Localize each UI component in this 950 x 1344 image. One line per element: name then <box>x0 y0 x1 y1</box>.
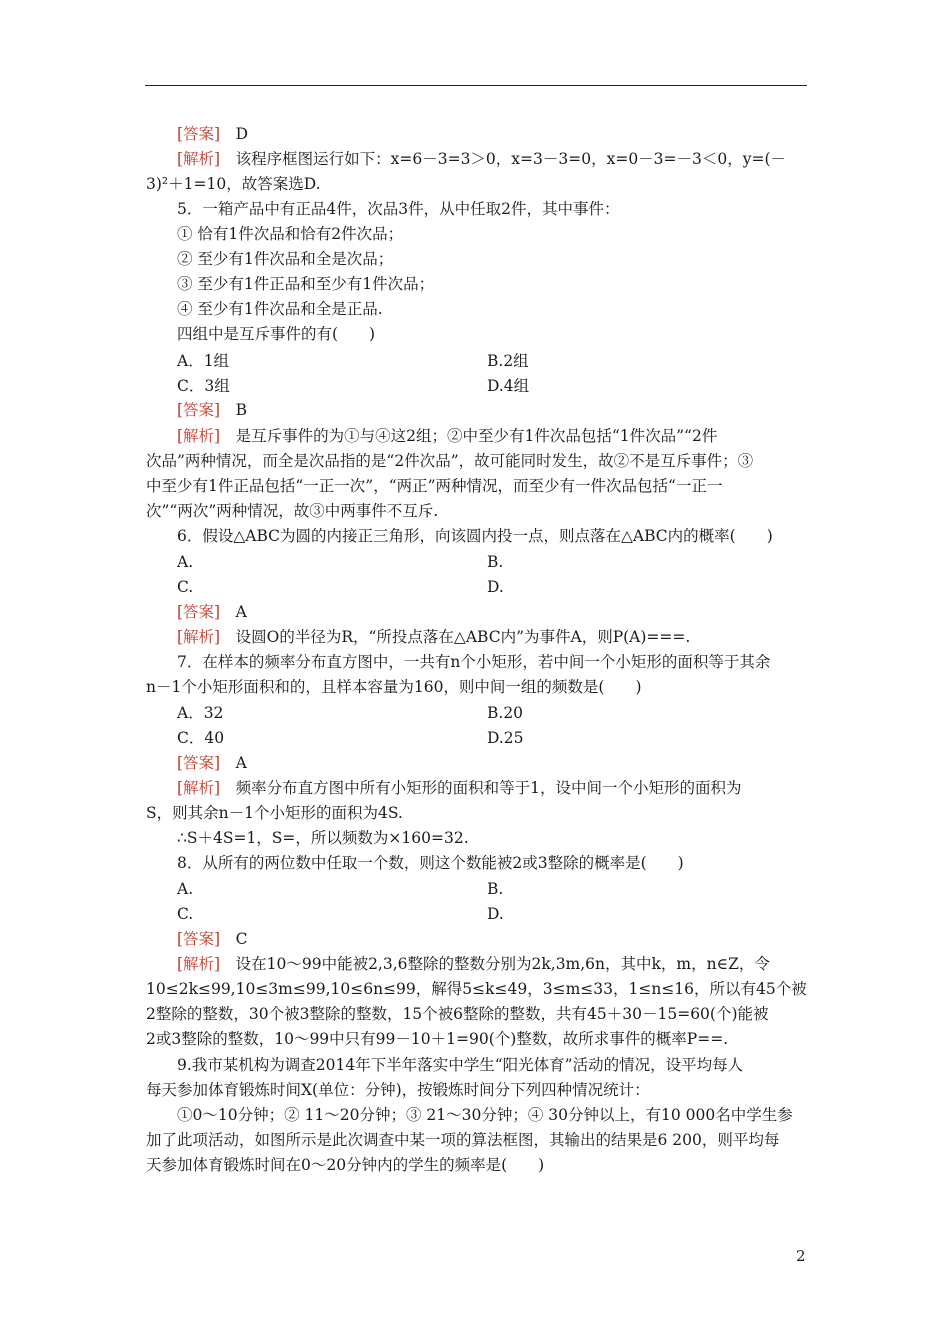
q5-answer: B <box>235 401 248 419</box>
analysis-tag: [解析] <box>177 628 221 646</box>
q5-analysis-cont: 次”“两次”两种情况，故③中两事件不互斥. <box>146 502 439 520</box>
answer-tag: [答案] <box>177 603 221 621</box>
q8-analysis-cont: 2或3整除的整数，10～99中只有99－10＋1=90(个)整数，故所求事件的概率P==. <box>146 1030 729 1048</box>
q9-stem-cont: 每天参加体育锻炼时间X(单位：分钟)，按锻炼时间分下列四种情况统计： <box>146 1081 650 1099</box>
q9-stem: 9.我市某机构为调查2014年下半年落实中学生“阳光体育”活动的情况，设平均每人 <box>177 1056 744 1074</box>
q7-analysis-cont: ∴S＋4S=1，S=，所以频数为×160=32. <box>177 829 469 847</box>
q5-analysis-cont: 中至少有1件正品包括“一正一次”，“两正”两种情况，而至少有一件次品包括“一正一 <box>146 477 723 495</box>
q6-stem: 6．假设△ABC为圆的内接正三角形，向该圆内投一点，则点落在△ABC内的概率( ) <box>177 527 773 545</box>
q7-stem-cont: n－1个小矩形面积和的，且样本容量为160，则中间一组的频数是( ) <box>146 678 642 696</box>
q7-option-c: C．40 <box>177 729 225 747</box>
q6-answer: A <box>235 603 247 621</box>
answer-tag: [答案] <box>177 930 221 948</box>
q8-option-b: B. <box>487 880 504 898</box>
analysis-tag: [解析] <box>177 779 221 797</box>
q8-analysis-cont: 2整除的整数，30个被3整除的整数，15个被6整除的整数，共有45＋30－15=60(个)能被 <box>146 1005 769 1023</box>
analysis-tag: [解析] <box>177 955 221 973</box>
q7-option-a: A．32 <box>177 704 224 722</box>
q7-analysis-line <box>177 778 742 798</box>
q8-answer-line <box>177 929 248 949</box>
q7-stem: 7．在样本的频率分布直方图中，一共有n个小矩形，若中间一个小矩形的面积等于其余 <box>177 653 771 671</box>
q4-analysis-cont: 3)²＋1=10，故答案选D. <box>146 175 321 193</box>
q4-answer: D <box>235 125 249 143</box>
q7-answer-line <box>177 753 247 773</box>
q6-option-c: C. <box>177 578 194 596</box>
q5-stem: 5．一箱产品中有正品4件，次品3件，从中任取2件，其中事件： <box>177 200 620 218</box>
q7-option-d: D.25 <box>487 729 524 747</box>
analysis-tag: [解析] <box>177 150 221 168</box>
q5-item: ② 至少有1件次品和全是次品； <box>177 250 394 268</box>
q8-option-a: A. <box>177 880 194 898</box>
q5-option-d: D.4组 <box>487 377 530 395</box>
q4-answer-line <box>177 124 248 144</box>
q8-option-d: D. <box>487 905 504 923</box>
answer-tag: [答案] <box>177 754 221 772</box>
q5-analysis-text: 是互斥事件的为①与④这2组；②中至少有1件次品包括“1件次品”“2件 <box>235 427 718 445</box>
q5-answer-line <box>177 400 247 420</box>
analysis-tag: [解析] <box>177 427 221 445</box>
q5-item: ④ 至少有1件次品和全是正品. <box>177 300 383 318</box>
q5-analysis-cont: 次品”两种情况，而全是次品指的是“2件次品”，故可能同时发生，故②不是互斥事件；③ <box>146 452 754 470</box>
q6-option-d: D. <box>487 578 504 596</box>
q4-analysis-text: 该程序框图运行如下：x=6－3=3＞0，x=3－3=0，x=0－3=－3＜0，y=(－ <box>235 150 787 168</box>
q4-analysis-line <box>177 149 786 169</box>
page-number: 2 <box>796 1247 806 1265</box>
q7-analysis-text: 频率分布直方图中所有小矩形的面积和等于1，设中间一个小矩形的面积为 <box>235 779 742 797</box>
q6-option-a: A. <box>177 553 194 571</box>
q5-analysis-line <box>177 426 717 446</box>
q5-question: 四组中是互斥事件的有( ) <box>177 325 376 343</box>
q7-option-b: B.20 <box>487 704 524 722</box>
q9-stem-cont: ①0～10分钟；② 11～20分钟；③ 21～30分钟；④ 30分钟以上，有10 000名中学生参 <box>177 1106 793 1124</box>
q8-option-c: C. <box>177 905 194 923</box>
q8-analysis-cont: 10≤2k≤99,10≤3m≤99,10≤6n≤99，解得5≤k≤49，3≤m≤33，1≤n≤16，所以有45个被 <box>146 980 807 998</box>
q9-stem-cont: 加了此项活动，如图所示是此次调查中某一项的算法框图，其输出的结果是6 200，则平均每 <box>146 1131 780 1149</box>
q6-analysis-text: 设圆O的半径为R，“所投点落在△ABC内”为事件A，则P(A)===. <box>235 628 691 646</box>
q5-option-c: C．3组 <box>177 377 230 395</box>
q6-option-b: B. <box>487 553 504 571</box>
q8-stem: 8．从所有的两位数中任取一个数，则这个数能被2或3整除的概率是( ) <box>177 854 684 872</box>
q6-analysis-line <box>177 627 690 647</box>
q9-stem-cont: 天参加体育锻炼时间在0～20分钟内的学生的频率是( ) <box>146 1156 545 1174</box>
q5-option-b: B.2组 <box>487 352 529 370</box>
header-rule <box>145 85 807 86</box>
q5-item: ③ 至少有1件正品和至少有1件次品； <box>177 275 435 293</box>
q8-answer: C <box>235 930 248 948</box>
q7-answer: A <box>235 754 247 772</box>
answer-tag: [答案] <box>177 125 221 143</box>
q8-analysis-text: 设在10～99中能被2,3,6整除的整数分别为2k,3m,6n，其中k，m，n∈Z，令 <box>235 955 770 973</box>
q5-item: ① 恰有1件次品和恰有2件次品； <box>177 225 404 243</box>
q8-analysis-line <box>177 954 770 974</box>
q5-option-a: A．1组 <box>177 352 230 370</box>
answer-tag: [答案] <box>177 401 221 419</box>
q7-analysis-cont: S，则其余n－1个小矩形的面积为4S. <box>146 804 403 822</box>
q6-answer-line <box>177 602 247 622</box>
